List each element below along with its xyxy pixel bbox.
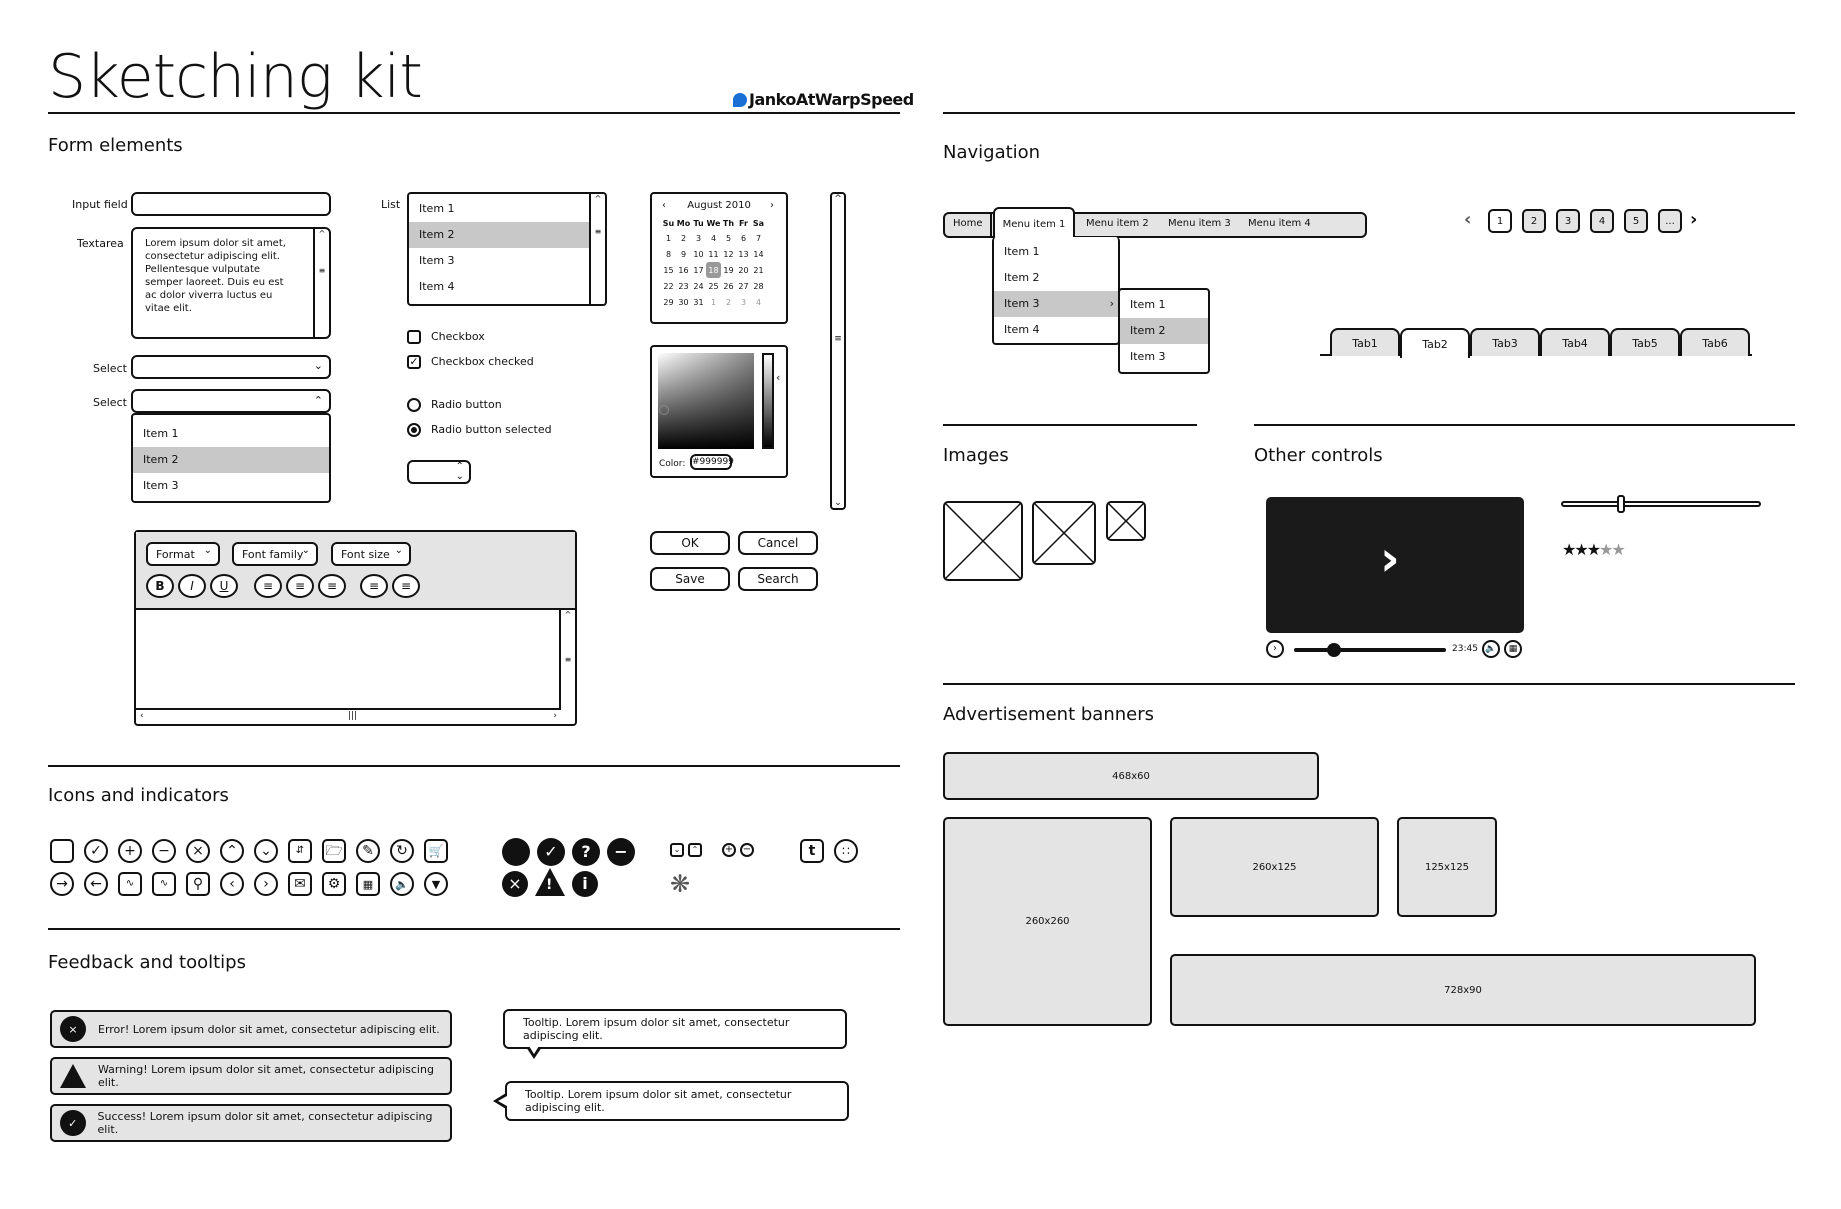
editor-horizontal-scrollbar[interactable] xyxy=(136,708,561,724)
video-controls xyxy=(1266,640,1524,660)
select-dropdown-list xyxy=(131,413,331,503)
divider xyxy=(943,424,1197,426)
calendar-day[interactable]: 15 xyxy=(663,265,674,275)
pagination xyxy=(1464,209,1704,235)
logo xyxy=(733,90,914,109)
cart-icon[interactable]: 🛒 xyxy=(424,839,448,863)
color-label: Color: xyxy=(659,459,686,469)
menu-item-2[interactable]: Menu item 2 xyxy=(1086,218,1149,229)
submenu-item-active[interactable]: Item 2 xyxy=(1120,318,1208,344)
rss-icon[interactable]: ∷ xyxy=(834,839,858,863)
submenu-item-active[interactable] xyxy=(994,291,1118,317)
calendar-day[interactable]: 7 xyxy=(755,233,762,243)
submenu xyxy=(992,237,1120,345)
weekday: Sa xyxy=(752,218,765,228)
star-filled-icon[interactable]: ★ xyxy=(1586,540,1600,559)
calendar-day[interactable]: 31 xyxy=(693,297,704,307)
scroll-grip-icon: ≡ xyxy=(318,266,326,275)
calendar-day[interactable]: 21 xyxy=(753,265,764,275)
section-title-icons: Icons and indicators xyxy=(48,785,229,806)
calendar-day[interactable]: 10 xyxy=(693,249,704,259)
section-title-ads: Advertisement banners xyxy=(943,704,1154,725)
divider xyxy=(48,765,900,767)
section-title-other: Other controls xyxy=(1254,445,1383,466)
editor-vertical-scrollbar[interactable] xyxy=(559,610,575,710)
select-closed[interactable] xyxy=(131,355,331,379)
error-alert-text: Error! Lorem ipsum dolor sit amet, consectetur adipiscing elit. xyxy=(98,1022,440,1036)
mail-icon[interactable]: ✉ xyxy=(288,872,312,896)
submenu-item[interactable]: Item 4 xyxy=(1004,323,1040,336)
question-icon: ? xyxy=(572,838,600,866)
font-size-label: Font size xyxy=(341,547,390,561)
arrow-right-icon[interactable]: → xyxy=(50,872,74,896)
list-box[interactable] xyxy=(407,192,607,306)
align-center-icon[interactable]: ≡ xyxy=(286,574,314,598)
page-2[interactable]: 2 xyxy=(1522,209,1546,233)
plus-icon[interactable]: + xyxy=(118,839,142,863)
logo-icon xyxy=(733,93,747,107)
calendar-month: August 2010 xyxy=(687,199,751,211)
color-picker[interactable] xyxy=(650,345,788,478)
ad-260x260[interactable]: 260x260 xyxy=(943,817,1152,1026)
checkbox[interactable] xyxy=(407,330,421,344)
calendar-day[interactable]: 2 xyxy=(680,233,687,243)
divider xyxy=(48,112,900,114)
calendar-day[interactable]: 11 xyxy=(708,249,719,259)
color-gradient[interactable] xyxy=(658,353,754,449)
error-alert xyxy=(50,1010,452,1048)
calendar-week xyxy=(661,262,766,278)
tooltip-text: Tooltip. Lorem ipsum dolor sit amet, consectetur adipiscing elit. xyxy=(525,1088,792,1114)
calendar-grid xyxy=(661,216,766,310)
section-title-navigation: Navigation xyxy=(943,142,1041,163)
error-icon: × xyxy=(60,1016,86,1042)
italic-button[interactable]: I xyxy=(178,574,206,598)
ad-260x125[interactable]: 260x125 xyxy=(1170,817,1379,917)
calendar-day[interactable]: 28 xyxy=(753,281,764,291)
numbered-list-icon[interactable]: ≡ xyxy=(392,574,420,598)
close-icon[interactable]: × xyxy=(186,839,210,863)
chevron-up-icon: ^ xyxy=(594,194,602,203)
textarea[interactable] xyxy=(131,227,331,339)
ad-125x125[interactable]: 125x125 xyxy=(1397,817,1497,917)
calendar-day[interactable]: 1 xyxy=(665,233,672,243)
check-circle-icon: ✓ xyxy=(60,1110,86,1136)
calendar-day[interactable]: 13 xyxy=(738,249,749,259)
blank-icon[interactable] xyxy=(50,839,74,863)
chevron-up-icon: ^ xyxy=(564,610,572,619)
divider xyxy=(48,928,900,930)
menu-separator xyxy=(990,212,992,238)
weekday: Su xyxy=(662,218,675,228)
calendar-day[interactable]: 8 xyxy=(665,249,672,259)
slider[interactable] xyxy=(1561,495,1761,513)
editor-text-area[interactable] xyxy=(136,610,561,710)
select-option-selected[interactable]: Item 2 xyxy=(133,447,329,473)
star-empty-icon[interactable]: ★ xyxy=(1599,540,1612,559)
calendar-week xyxy=(661,294,766,310)
chevron-left-icon[interactable]: ‹ xyxy=(220,872,244,896)
underline-button[interactable]: U xyxy=(210,574,238,598)
select-open[interactable] xyxy=(131,389,331,413)
tooltip-arrow-fill xyxy=(529,1046,539,1054)
menu-item-home[interactable]: Home xyxy=(953,218,983,229)
chevron-left-icon[interactable]: ‹ xyxy=(662,199,666,211)
star-empty-icon[interactable]: ★ xyxy=(1611,540,1624,559)
collapse-icon[interactable]: ⌄ xyxy=(670,843,684,857)
calendar-day[interactable]: 25 xyxy=(708,281,719,291)
select-option[interactable]: Item 3 xyxy=(143,479,179,492)
ad-728x90[interactable]: 728x90 xyxy=(1170,954,1756,1026)
chevron-up-icon: ^ xyxy=(834,194,842,204)
tooltip-left xyxy=(505,1081,849,1121)
chevron-right-icon: › xyxy=(553,711,557,721)
list-scrollbar[interactable] xyxy=(589,194,605,304)
chevron-up-icon[interactable]: ⌃ xyxy=(220,839,244,863)
checkbox-checked[interactable] xyxy=(407,355,421,369)
check-icon[interactable]: ✓ xyxy=(84,839,108,863)
calendar-day[interactable]: 19 xyxy=(723,265,734,275)
page-1[interactable]: 1 xyxy=(1488,209,1512,233)
video-progress-track[interactable] xyxy=(1294,648,1446,652)
tab-5[interactable]: Tab5 xyxy=(1610,328,1680,356)
chevron-down-icon: ⌄ xyxy=(203,545,212,556)
small-plus-icon[interactable]: + xyxy=(722,843,736,857)
font-family-dropdown[interactable] xyxy=(232,542,318,566)
video-progress-handle[interactable] xyxy=(1327,643,1341,657)
chevron-up-icon: ^ xyxy=(318,229,326,238)
ad-468x60[interactable]: 468x60 xyxy=(943,752,1319,800)
slider-track[interactable] xyxy=(1561,501,1761,507)
calendar-day[interactable]: 4 xyxy=(755,297,762,307)
list-item[interactable]: Item 4 xyxy=(419,280,455,293)
section-title-form: Form elements xyxy=(48,135,183,156)
chevron-down-icon: ⌄ xyxy=(313,359,323,372)
calendar-day[interactable]: 12 xyxy=(723,249,734,259)
calendar-day[interactable]: 3 xyxy=(695,233,702,243)
submenu-item[interactable]: Item 1 xyxy=(1004,245,1040,258)
scroll-grip-icon: ≡ xyxy=(564,655,572,664)
chevron-left-icon: ‹ xyxy=(776,371,781,384)
warning-icon xyxy=(60,1063,86,1089)
calendar-header xyxy=(652,194,786,216)
filter-icon[interactable]: ▼ xyxy=(424,872,448,896)
save-button[interactable]: Save xyxy=(650,567,730,591)
calendar-day[interactable]: 30 xyxy=(678,297,689,307)
radio-button[interactable] xyxy=(407,398,421,412)
calendar-day[interactable]: 22 xyxy=(663,281,674,291)
arrow-left-icon[interactable]: ← xyxy=(84,872,108,896)
image-placeholder-medium xyxy=(1032,501,1096,565)
section-title-feedback: Feedback and tooltips xyxy=(48,952,246,973)
textarea-scrollbar[interactable] xyxy=(313,229,329,337)
chevron-right-icon[interactable]: › xyxy=(1690,209,1698,230)
chevron-left-icon: ‹ xyxy=(140,711,144,721)
sort-icon[interactable]: ⇵ xyxy=(288,839,312,863)
align-left-icon[interactable]: ≡ xyxy=(254,574,282,598)
tooltip-bottom xyxy=(503,1009,847,1049)
chevron-right-icon[interactable]: › xyxy=(254,872,278,896)
cancel-button[interactable]: Cancel xyxy=(738,531,818,555)
radio-dot xyxy=(411,427,417,433)
number-stepper[interactable] xyxy=(407,460,471,484)
calendar-day[interactable]: 26 xyxy=(723,281,734,291)
input-field[interactable] xyxy=(131,192,331,216)
speaker-icon[interactable]: 🔈 xyxy=(390,872,414,896)
calendar-day[interactable]: 1 xyxy=(710,297,717,307)
fullscreen-icon[interactable]: ▦ xyxy=(1504,640,1522,658)
submenu-item[interactable]: Item 2 xyxy=(1004,271,1040,284)
select-option[interactable]: Item 1 xyxy=(143,427,179,440)
star-rating[interactable] xyxy=(1562,540,1624,559)
check-icon: ✓ xyxy=(409,355,419,368)
textarea-label: Textarea xyxy=(77,237,124,250)
tab-2-active[interactable]: Tab2 xyxy=(1400,328,1470,358)
star-filled-icon[interactable]: ★ xyxy=(1574,540,1587,559)
select-label-1: Select xyxy=(93,362,127,375)
submenu-item[interactable]: Item 1 xyxy=(1130,298,1166,311)
video-time: 23:45 xyxy=(1452,644,1478,654)
calendar-icon[interactable]: ▦ xyxy=(356,872,380,896)
chart-icon[interactable]: ∿ xyxy=(118,872,142,896)
image-placeholder-large xyxy=(943,501,1023,581)
list-item[interactable]: Item 1 xyxy=(419,202,455,215)
calendar-day[interactable]: 23 xyxy=(678,281,689,291)
calendar-day[interactable]: 14 xyxy=(753,249,764,259)
gear-icon[interactable]: ⚙ xyxy=(322,872,346,896)
weekday: Tu xyxy=(693,218,704,228)
chevron-right-icon[interactable]: › xyxy=(770,199,774,211)
font-family-label: Font family xyxy=(242,547,304,561)
play-icon[interactable]: › xyxy=(1380,531,1400,587)
speaker-icon[interactable]: 🔈 xyxy=(1482,640,1500,658)
page-title: Sketching kit xyxy=(48,42,422,112)
menu-item-4[interactable]: Menu item 4 xyxy=(1248,218,1311,229)
calendar-week xyxy=(661,278,766,294)
checkbox-checked-label: Checkbox checked xyxy=(431,355,534,368)
calendar-day[interactable]: 3 xyxy=(740,297,747,307)
weekday: Mo xyxy=(676,218,691,228)
textarea-text: Lorem ipsum dolor sit amet, consectetur adipiscing elit. Pellentesque vulputate semper laoreet. Duis eu est ac dolor viverra luctus eu vitae elit. xyxy=(145,238,286,314)
radio-selected-label: Radio button selected xyxy=(431,423,552,436)
logo-text: JankoAtWarpSpeed xyxy=(749,90,914,109)
minus-circle-icon: − xyxy=(607,838,635,866)
submenu-item[interactable]: Item 3 xyxy=(1130,350,1166,363)
bold-button[interactable]: B xyxy=(146,574,174,598)
format-dropdown[interactable] xyxy=(146,542,220,566)
weekday: We xyxy=(706,218,721,228)
menu-item-3[interactable]: Menu item 3 xyxy=(1168,218,1231,229)
align-right-icon[interactable]: ≡ xyxy=(318,574,346,598)
loading-spinner-icon: ❋ xyxy=(670,870,691,898)
checkbox-label: Checkbox xyxy=(431,330,485,343)
radio-label: Radio button xyxy=(431,398,502,411)
list-item-selected[interactable]: Item 2 xyxy=(409,222,591,248)
page-3[interactable]: 3 xyxy=(1556,209,1580,233)
warning-mark: ! xyxy=(546,877,553,893)
stepper-arrows-icon: ⌃ ⌄ xyxy=(455,461,464,482)
tab-1[interactable]: Tab1 xyxy=(1330,328,1400,356)
radio-button-selected[interactable] xyxy=(407,423,421,437)
search-button[interactable]: Search xyxy=(738,567,818,591)
calendar-week xyxy=(661,230,766,246)
hue-slider[interactable] xyxy=(762,353,774,449)
search-icon[interactable]: ⚲ xyxy=(186,872,210,896)
select-label-2: Select xyxy=(93,396,127,409)
minus-icon[interactable]: − xyxy=(152,839,176,863)
menu-item-1-active[interactable]: Menu item 1 xyxy=(993,207,1075,240)
calendar-day-selected[interactable]: 18 xyxy=(706,262,721,278)
calendar-day[interactable]: 4 xyxy=(710,233,717,243)
calendar-day[interactable]: 17 xyxy=(693,265,704,275)
calendar-day[interactable]: 2 xyxy=(725,297,732,307)
tab-6[interactable]: Tab6 xyxy=(1680,328,1750,356)
scroll-grip-icon: ≡ xyxy=(594,227,602,236)
play-icon[interactable]: › xyxy=(1266,640,1284,658)
warning-alert xyxy=(50,1057,452,1095)
weekday: Th xyxy=(722,218,735,228)
vertical-scrollbar[interactable] xyxy=(830,192,846,510)
section-title-images: Images xyxy=(943,445,1009,466)
weekday-row xyxy=(661,216,766,230)
warning-alert-text: Warning! Lorem ipsum dolor sit amet, consectetur adipiscing elit. xyxy=(98,1063,434,1089)
tooltip-arrow-fill xyxy=(498,1096,507,1106)
calendar-day[interactable]: 9 xyxy=(680,249,687,259)
success-alert xyxy=(50,1104,452,1142)
color-selector-handle[interactable] xyxy=(659,405,669,415)
rich-text-editor xyxy=(134,530,577,726)
calendar-day[interactable]: 6 xyxy=(740,233,747,243)
tab-3[interactable]: Tab3 xyxy=(1470,328,1540,356)
input-label: Input field xyxy=(72,198,128,211)
page-ellipsis[interactable]: ... xyxy=(1658,209,1682,233)
signature-icon[interactable]: ∿ xyxy=(152,872,176,896)
image-placeholder-small xyxy=(1106,501,1146,541)
success-alert-text: Success! Lorem ipsum dolor sit amet, consectetur adipiscing elit. xyxy=(97,1110,433,1136)
calendar-day[interactable]: 16 xyxy=(678,265,689,275)
chevron-down-icon: ⌄ xyxy=(394,545,403,556)
small-minus-icon[interactable]: − xyxy=(740,843,754,857)
circle-icon xyxy=(502,838,530,866)
page-4[interactable]: 4 xyxy=(1590,209,1614,233)
calendar-day[interactable]: 29 xyxy=(663,297,674,307)
check-circle-icon: ✓ xyxy=(537,838,565,866)
color-value-input[interactable]: #999999 xyxy=(690,454,732,470)
list-label: List xyxy=(381,198,401,211)
font-size-dropdown[interactable] xyxy=(331,542,411,566)
format-label: Format xyxy=(156,547,195,561)
calendar xyxy=(650,192,788,324)
chevron-left-icon[interactable]: ‹ xyxy=(1464,209,1472,230)
sub-submenu xyxy=(1118,288,1210,374)
calendar-week xyxy=(661,246,766,262)
calendar-day[interactable]: 24 xyxy=(693,281,704,291)
video-player[interactable] xyxy=(1266,497,1524,633)
tab-4[interactable]: Tab4 xyxy=(1540,328,1610,356)
folder-icon[interactable]: 🗁 xyxy=(322,839,346,863)
scroll-grip-icon: ||| xyxy=(348,711,358,721)
calendar-day[interactable]: 27 xyxy=(738,281,749,291)
chevron-down-icon: ⌄ xyxy=(834,498,842,508)
star-filled-icon[interactable]: ★ xyxy=(1562,540,1575,559)
refresh-icon[interactable]: ↻ xyxy=(390,839,414,863)
bullet-list-icon[interactable]: ≡ xyxy=(360,574,388,598)
slider-handle[interactable] xyxy=(1617,495,1625,513)
ok-button[interactable]: OK xyxy=(650,531,730,555)
weekday: Fr xyxy=(739,218,748,228)
divider xyxy=(943,112,1795,114)
info-icon: i xyxy=(572,871,598,897)
chevron-down-icon: ⌄ xyxy=(301,545,310,556)
page-5[interactable]: 5 xyxy=(1624,209,1648,233)
expand-icon[interactable]: ⌃ xyxy=(688,843,702,857)
submenu-item-label: Item 3 xyxy=(1004,297,1040,310)
divider xyxy=(1254,424,1795,426)
tab-bar xyxy=(1320,328,1752,358)
pencil-icon[interactable]: ✎ xyxy=(356,839,380,863)
scroll-grip-icon: ≡ xyxy=(834,334,842,344)
chevron-up-icon: ⌃ xyxy=(313,394,323,407)
chevron-down-icon[interactable]: ⌄ xyxy=(254,839,278,863)
list-item[interactable]: Item 3 xyxy=(419,254,455,267)
tooltip-text: Tooltip. Lorem ipsum dolor sit amet, consectetur adipiscing elit. xyxy=(523,1016,790,1042)
calendar-day[interactable]: 5 xyxy=(725,233,732,243)
twitter-icon[interactable]: t xyxy=(800,839,824,863)
chevron-right-icon: › xyxy=(1109,297,1114,310)
calendar-day[interactable]: 20 xyxy=(738,265,749,275)
error-icon: × xyxy=(502,871,528,897)
divider xyxy=(943,683,1795,685)
